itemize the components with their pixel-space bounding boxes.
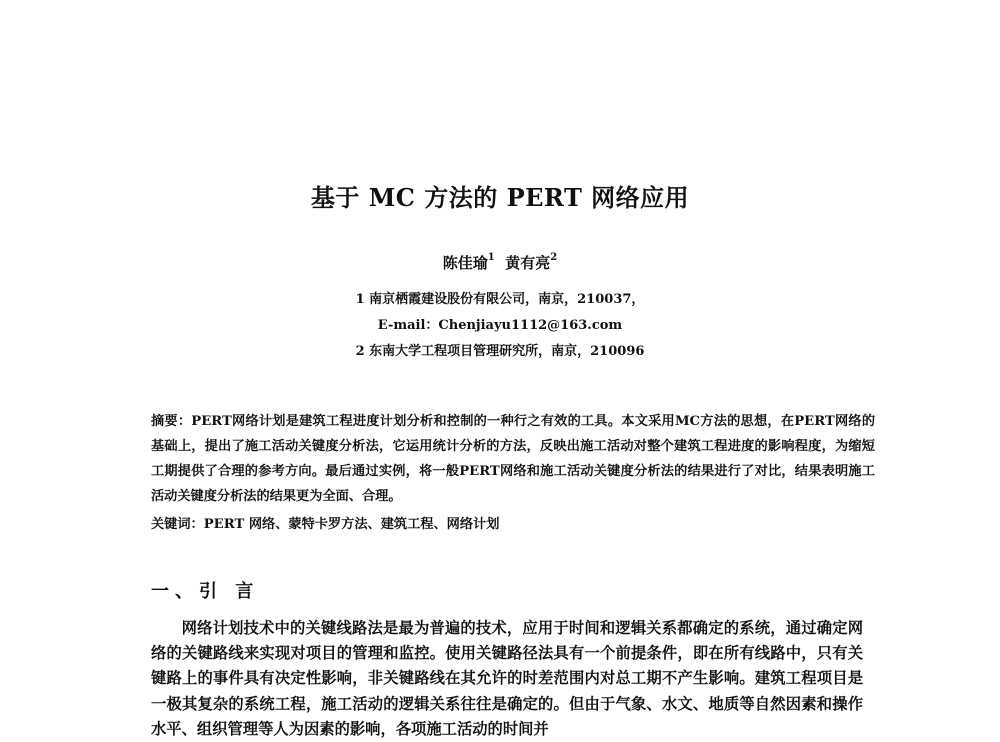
- paper-title: 基于 MC 方法的 PERT 网络应用: [310, 183, 690, 212]
- introduction-paragraph: 网络计划技术中的关键线路法是最为普遍的技术，应用于时间和逻辑关系都确定的系统，通过确定网络的关键路线来实现对项目的管理和监控。使用关键路径法具有一个前提条件，即在所有线路中，只有关键路上的事件具有决定性影响，非关键路线在其允许的时差范围内对总工期不产生影响。建筑工程项目是一极其复杂的系统工程，施工活动的逻辑关系往往是确定的。但由于气象、水文、地质等自然因素和操作水平、组织管理等人为因素的影响，各项施工活动的时间并: [151, 619, 863, 738]
- author-email: E-mail：Chenjiayu1112@163.com: [377, 318, 623, 333]
- author-1-name: 陈佳瑜: [442, 254, 488, 272]
- keywords-label: 关键词：: [151, 517, 204, 532]
- author-2-name: 黄有亮: [505, 254, 551, 272]
- keywords: [151, 513, 875, 532]
- affiliation-1: 1 南京栖霞建设股份有限公司，南京，210037，: [355, 292, 645, 307]
- author-1-affiliation-mark: 1: [487, 252, 495, 263]
- section-heading-introduction: 一、引 言: [151, 581, 260, 602]
- keywords-text: PERT 网络、蒙特卡罗方法、建筑工程、网络计划: [203, 517, 500, 532]
- abstract: [151, 409, 875, 509]
- affiliation-2: 2 东南大学工程项目管理研究所，南京，210096: [355, 344, 645, 359]
- abstract-text: PERT网络计划是建筑工程进度计划分析和控制的一种行之有效的工具。本文采用MC方法的思想，在PERT网络的基础上，提出了施工活动关键度分析法，它运用统计分析的方法，反映出施工活动对整个建筑工程进度的影响程度，为缩短工期提供了合理的参考方向。最后通过实例，将一般PERT网络和施工活动关键度分析法的结果进行了对比，结果表明施工活动关键度分析法的结果更为全面、合理。: [151, 414, 876, 504]
- abstract-label: 摘要：: [151, 414, 192, 429]
- author-2-affiliation-mark: 2: [550, 252, 558, 263]
- author-line: [0, 252, 1000, 273]
